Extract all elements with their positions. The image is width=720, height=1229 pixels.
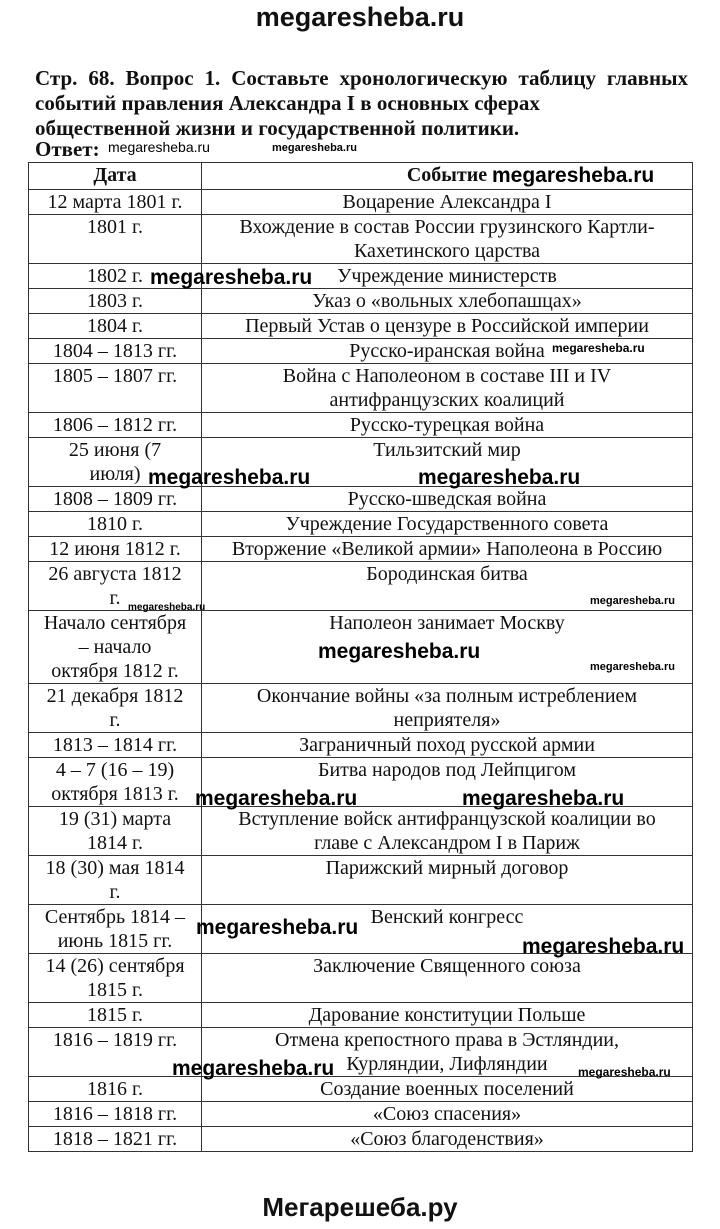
table-row: [29, 954, 693, 1003]
table-row: [29, 1003, 693, 1028]
date-cell: 1816 – 1819 гг.: [29, 1028, 202, 1077]
date-cell: 12 июня 1812 г.: [29, 537, 202, 562]
event-cell: Русско-иранская война: [202, 339, 693, 364]
watermark: megaresheba.ru: [552, 341, 645, 355]
date-cell: Сентябрь 1814 – июнь 1815 гг.: [29, 905, 202, 954]
watermark: megaresheba.ru: [172, 1057, 335, 1080]
table-row: [29, 512, 693, 537]
date-cell: 1805 – 1807 гг.: [29, 364, 202, 413]
watermark: megaresheba.ru: [196, 916, 359, 939]
date-cell: 19 (31) марта 1814 г.: [29, 807, 202, 856]
date-cell: 21 декабря 1812 г.: [29, 684, 202, 733]
table-row: [29, 215, 693, 264]
event-cell: Дарование конституции Польше: [202, 1003, 693, 1028]
date-cell: 1803 г.: [29, 289, 202, 314]
watermark: megaresheba.ru: [195, 787, 358, 810]
question-text: [35, 66, 688, 141]
table-row: [29, 314, 693, 339]
table-row: [29, 1102, 693, 1127]
watermark: megaresheba.ru: [418, 466, 581, 489]
table-row: [29, 856, 693, 905]
event-cell: Учреждение Государственного совета: [202, 512, 693, 537]
watermark: megaresheba.ru: [462, 787, 625, 810]
header-date: Дата: [29, 163, 202, 190]
event-cell: Война с Наполеоном в составе III и IV антифранцузских коалиций: [202, 364, 693, 413]
date-cell: 1804 г.: [29, 314, 202, 339]
event-cell: Заключение Священного союза: [202, 954, 693, 1003]
table-row: [29, 684, 693, 733]
event-cell: «Союз спасения»: [202, 1102, 693, 1127]
date-cell: 1804 – 1813 гг.: [29, 339, 202, 364]
watermark: megaresheba.ru: [148, 466, 311, 489]
watermark: megaresheba.ru: [492, 164, 655, 187]
date-cell: 4 – 7 (16 – 19) октября 1813 г.: [29, 758, 202, 807]
table-row: [29, 438, 693, 487]
event-cell: Битва народов под Лейпцигом: [202, 758, 693, 807]
question-line-2: общественной жизни и государственной политики.: [35, 116, 520, 140]
watermark: megaresheba.ru: [522, 935, 685, 958]
watermark: megaresheba.ru: [128, 602, 206, 613]
event-cell: Окончание войны «за полным истреблением неприятеля»: [202, 684, 693, 733]
date-cell: Начало сентября – начало октября 1812 г.: [29, 611, 202, 684]
event-cell: Русско-турецкая война: [202, 413, 693, 438]
watermark: megaresheba.ru: [578, 1065, 671, 1079]
table-row: [29, 1127, 693, 1152]
event-cell: Создание военных поселений: [202, 1077, 693, 1102]
event-cell: Заграничный поход русской армии: [202, 733, 693, 758]
event-cell: Бородинская битва: [202, 562, 693, 611]
table-row: [29, 1077, 693, 1102]
date-cell: 14 (26) сентября 1815 г.: [29, 954, 202, 1003]
site-title: megaresheba.ru: [255, 2, 465, 32]
event-cell: Вступление войск антифранцузской коалиции во главе с Александром I в Париж: [202, 807, 693, 856]
event-cell: Указ о «вольных хлебопашцах»: [202, 289, 693, 314]
event-cell: «Союз благоденствия»: [202, 1127, 693, 1152]
event-cell: Воцарение Александра I: [202, 190, 693, 215]
event-cell: Венский конгресс: [202, 905, 693, 954]
watermark: megaresheba.ru: [590, 595, 675, 607]
date-cell: 1816 – 1818 гг.: [29, 1102, 202, 1127]
table-row: [29, 487, 693, 512]
table-row: [29, 537, 693, 562]
watermark: megaresheba.ru: [590, 661, 675, 673]
date-cell: 1808 – 1809 гг.: [29, 487, 202, 512]
date-cell: 1815 г.: [29, 1003, 202, 1028]
event-cell: Отмена крепостного права в Эстляндии, Курляндии, Лифляндии: [202, 1028, 693, 1077]
event-cell: Русско-шведская война: [202, 487, 693, 512]
date-cell: 1801 г.: [29, 215, 202, 264]
watermark: megaresheba.ru: [150, 266, 313, 289]
date-cell: 12 марта 1801 г.: [29, 190, 202, 215]
table-row: [29, 413, 693, 438]
event-cell: Наполеон занимает Москву: [202, 611, 693, 684]
date-cell: 18 (30) мая 1814 г.: [29, 856, 202, 905]
event-cell: Первый Устав о цензуре в Российской империи: [202, 314, 693, 339]
event-cell: Учреждение министерств: [202, 264, 693, 289]
footer-site-name: Мегарешеба.ру: [262, 1192, 458, 1222]
date-cell: 1816 г.: [29, 1077, 202, 1102]
header-event: Событие: [202, 163, 693, 190]
date-cell: 1802 г.: [29, 264, 202, 289]
watermark: megaresheba.ru: [272, 142, 357, 154]
table-row: [29, 264, 693, 289]
event-cell: Вхождение в состав России грузинского Картли- Кахетинского царства: [202, 215, 693, 264]
table-row: [29, 807, 693, 856]
event-cell: Тильзитский мир: [202, 438, 693, 487]
date-cell: 26 августа 1812 г.: [29, 562, 202, 611]
date-cell: 1810 г.: [29, 512, 202, 537]
table-row: [29, 289, 693, 314]
table-row: [29, 733, 693, 758]
event-cell: Вторжение «Великой армии» Наполеона в Россию: [202, 537, 693, 562]
event-cell: Парижский мирный договор: [202, 856, 693, 905]
question-line-1: Стр. 68. Вопрос 1. Составьте хронологическую таблицу главных событий правления Александра I в основных сферах: [35, 66, 688, 115]
answer-label: Ответ:: [35, 137, 100, 161]
date-cell: 1818 – 1821 гг.: [29, 1127, 202, 1152]
table-row: [29, 190, 693, 215]
watermark: megaresheba.ru: [108, 139, 210, 155]
watermark: megaresheba.ru: [318, 640, 481, 663]
date-cell: 1806 – 1812 гг.: [29, 413, 202, 438]
date-cell: 1813 – 1814 гг.: [29, 733, 202, 758]
date-cell: 25 июня (7 июля): [29, 438, 202, 487]
table-row: [29, 364, 693, 413]
